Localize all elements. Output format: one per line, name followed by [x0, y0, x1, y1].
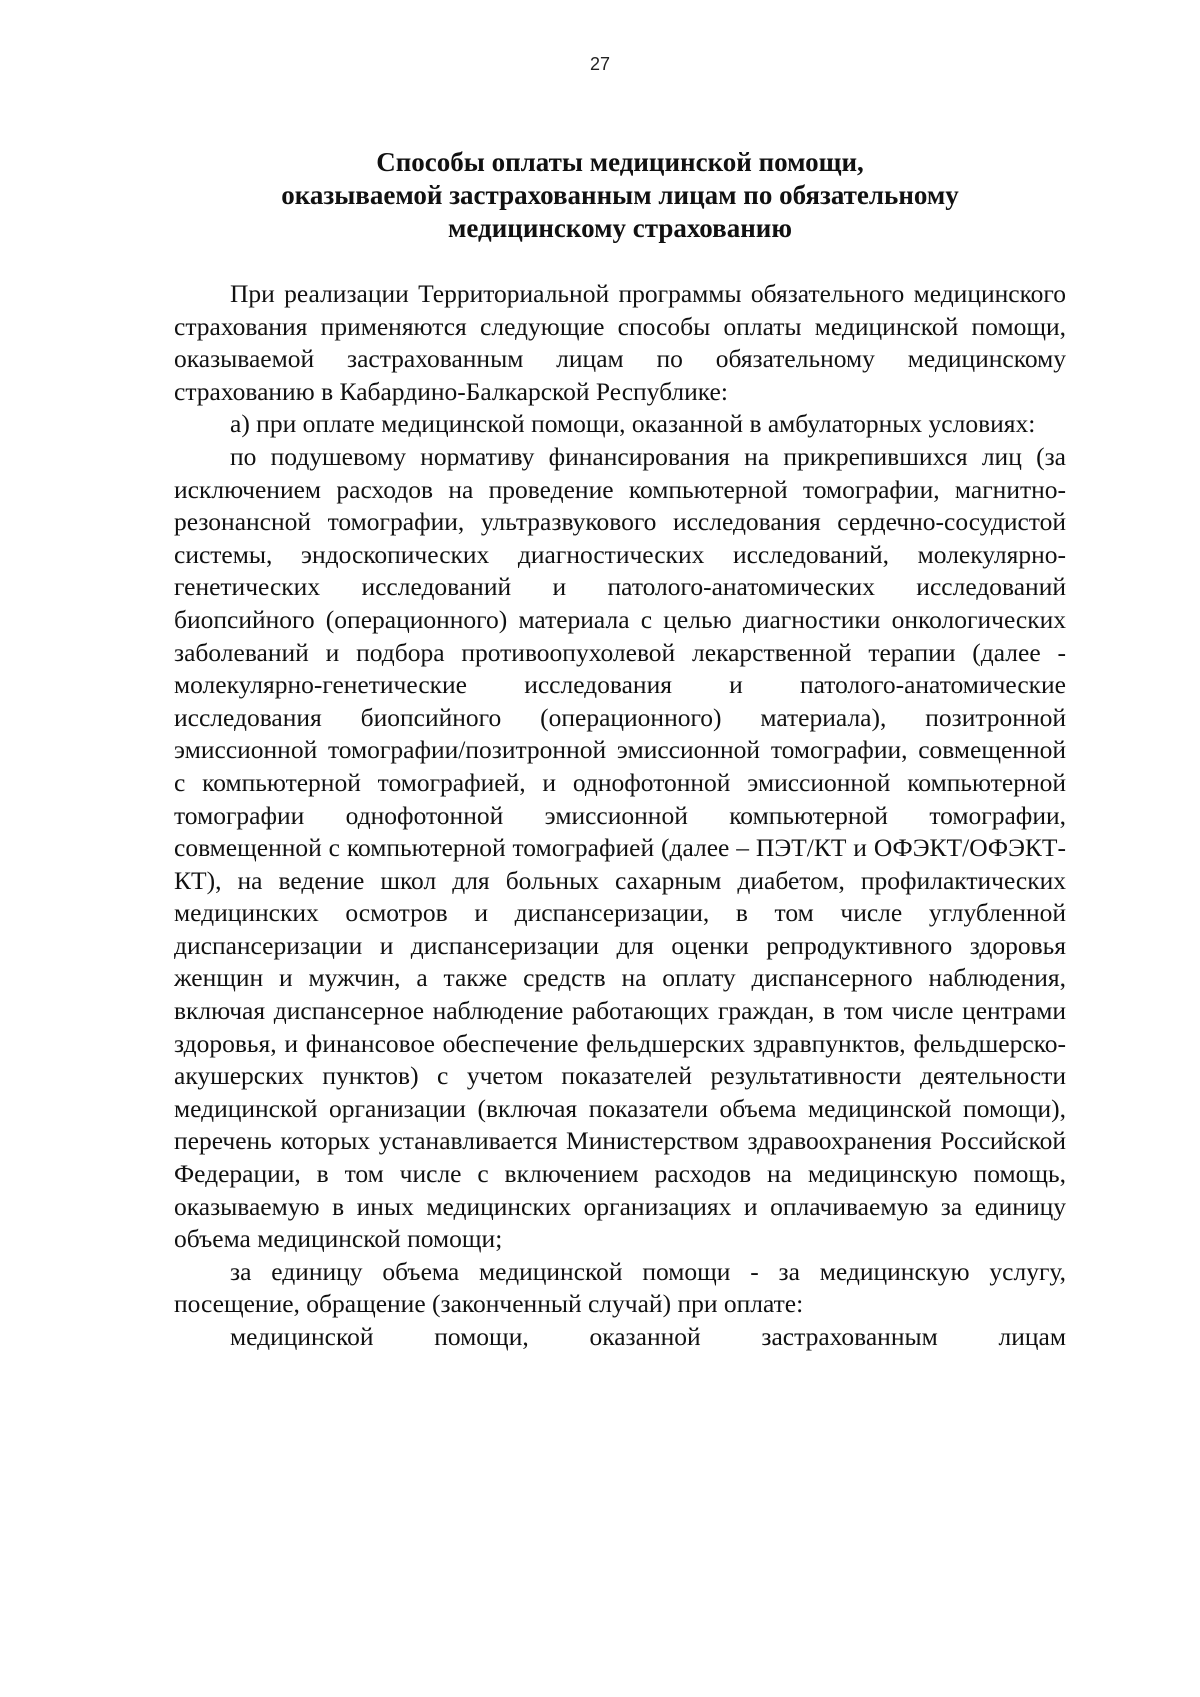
paragraph-intro: При реализации Территориальной программы обязательного медицинского страхования применяются следующие способы оплаты медицинской помощи, оказываемой застрахованным лицам по обязательному медицинскому страхованию в Кабардино-Балкарской Республике: [174, 279, 1066, 406]
paragraph-continued: медицинской помощи, оказанной застрахованным лицам [230, 1322, 1066, 1351]
title-line: оказываемой застрахованным лицам по обязательному [281, 180, 959, 210]
document-title [220, 146, 1020, 245]
page-number: 27 [589, 54, 611, 74]
document-body [174, 278, 1066, 1354]
paragraph-item-a: а) при оплате медицинской помощи, оказанной в амбулаторных условиях: [230, 409, 1036, 439]
paragraph-per-capita: по подушевому нормативу финансирования на прикрепившихся лиц (за исключением расходов на проведение компьютерной томографии, магнитно-резонансной томографии, ультразвукового исследования сердечно-сосудистой системы, эндоскопических диагностических исследований, молекулярно-генетических исследований и патолого-анатомических исследований биопсийного (операционного) материала с целью диагностики онкологических заболеваний и подбора противоопухолевой лекарственной терапии (далее - молекулярно-генетические исследования и патолого-анатомические исследования биопсийного (операционного) материала), позитронной эмиссионной томографии/позитронной эмиссионной томографии, совмещенной с компьютерной томографией, и однофотонной эмиссионной компьютерной томографии однофотонной эмиссионной компьютерной томографии, совмещенной с компьютерной томографией (далее – ПЭТ/КТ и ОФЭКТ/ОФЭКТ-КТ), на ведение школ для больных сахарным диабетом, профилактических медицинских осмотров и диспансеризации, в том числе углубленной диспансеризации и диспансеризации для оценки репродуктивного здоровья женщин и мужчин, а также средств на оплату диспансерного наблюдения, включая диспансерное наблюдение работающих граждан, в том числе центрами здоровья, и финансовое обеспечение фельдшерских здравпунктов, фельдшерско-акушерских пунктов) с учетом показателей результативности деятельности медицинской организации (включая показатели объема медицинской помощи), перечень которых устанавливается Министерством здравоохранения Российской Федерации, в том числе с включением расходов на медицинскую помощь, оказываемую в иных медицинских организациях и оплачиваемую за единицу объема медицинской помощи; [174, 441, 1066, 1254]
paragraph-unit-volume: за единицу объема медицинской помощи - за медицинскую услугу, посещение, обращение (законченный случай) при оплате: [174, 1256, 1066, 1319]
title-line: медицинскому страхованию [448, 213, 792, 243]
title-line: Способы оплаты медицинской помощи, [376, 147, 864, 177]
